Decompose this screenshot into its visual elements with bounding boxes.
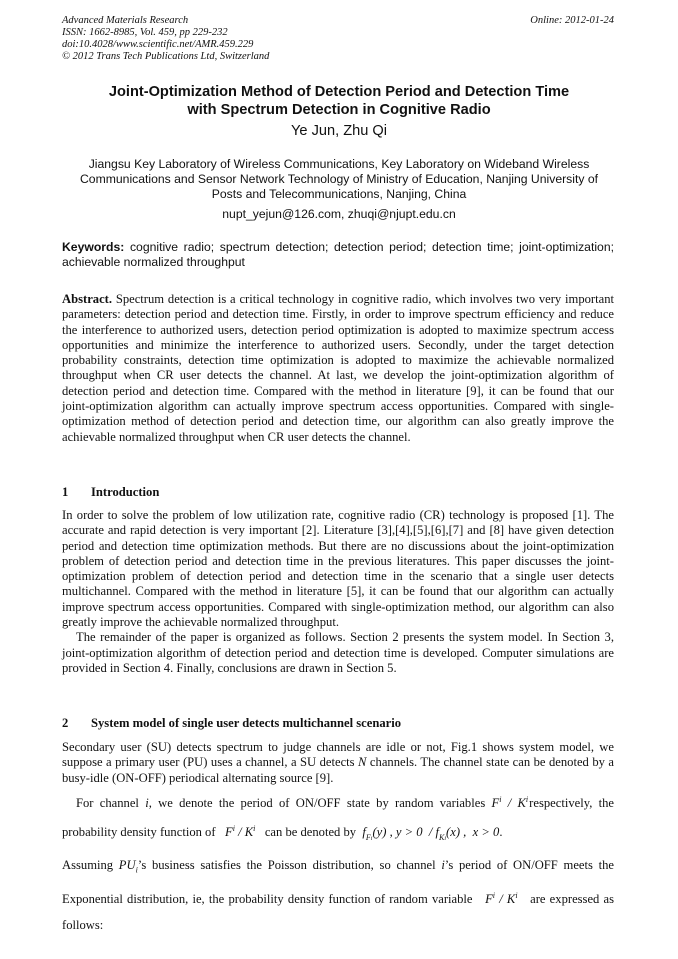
model-p3-text-d: are expressed as follows: (62, 892, 615, 933)
affiliation-line-2: Communications and Sensor Network Technology of Ministry of Education, Nanjing University of (80, 172, 598, 186)
abstract (62, 292, 614, 445)
section-2-heading (62, 716, 401, 731)
eq-F-over-K-2: $F^i / K^i$ (218, 824, 256, 840)
eq-pdf-definition: $f_{Fi}(y)$ , $y > 0 / f_{Ki}(x)$ , x > 0 (359, 825, 500, 842)
model-paragraph-2 (62, 787, 614, 852)
model-p2-text-e: . (499, 825, 503, 840)
section-2-number: 2 (62, 716, 69, 730)
section-1-title: Introduction (91, 485, 160, 499)
keywords (62, 240, 614, 270)
online-date: Online: 2012-01-24 (530, 15, 614, 26)
affiliation-line-3: Posts and Telecommunications, Nanjing, China (211, 187, 467, 201)
model-paragraph-1 (62, 740, 614, 786)
model-paragraph-3 (62, 852, 614, 939)
intro-paragraph-1: In order to solve the problem of low utilization rate, cognitive radio (CR) technology is proposed [1]. The accurate and rapid detection is very important [2]. Literature [3],[4],[5],[6],[7] and [8] have given detection period and detection time optimization methods. But there are no discussions about the joint-optimization problem of detection period and detection time in the previous literatures. This paper discusses the joint-optimization problem of detection period and detection time in the scenario that a single user detects multichannel. Compared with the method in literature [5], it can be found that our algorithm can actually improve spectrum access opportunities. Compared with single-optimization method, our algorithm can also greatly improve the achievable normalized throughput. (62, 508, 614, 630)
keywords-text: cognitive radio; spectrum detection; detection period; detection time; joint-optimization; achievable normalized throughput (62, 240, 614, 269)
model-p1-text-a: Secondary user (SU) detects spectrum to judge channels are idle or not, Fig.1 shows system model, we suppose a primary user (PU) uses a channel, a SU detects (62, 740, 614, 770)
model-p3-text-c: ’s period of ON/OFF meets the Exponential distribution, ie, the probability density function of random variable (62, 857, 614, 907)
var-i: i (145, 796, 149, 811)
section-1-body (62, 508, 614, 676)
var-i-2: i (441, 857, 445, 872)
model-p3-text-a: Assuming (62, 857, 119, 872)
copyright-line: © 2012 Trans Tech Publications Ltd, Switzerland (62, 51, 270, 62)
model-p2-text-b: , we denote the period of ON/OFF state by random variables (148, 796, 492, 811)
section-1-heading (62, 485, 159, 500)
abstract-text: Spectrum detection is a critical technology in cognitive radio, which involves two very important parameters: detection period and detection time. Firstly, in order to improve spectrum efficiency and reduce the interference to authorized users, detection period optimization is adopted to maximize spectrum access opportunities and minimize the interference to authorized users. Secondly, under the target detection probability constraints, detection time optimization is adopted to maximize the achievable normalized throughput when CR user detects the channel. At last, we develop the joint-optimization algorithm of detection period and detection time. Compared with the method in literature [9], it can be found that our joint-optimization algorithm can actually improve spectrum access opportunities. Compared with single-optimization method of detection period and detection time, our algorithm can also greatly improve the achievable normalized throughput when CR user detects the channel. (62, 292, 614, 444)
model-p2-text-d: can be denoted by (261, 825, 360, 840)
journal-name: Advanced Materials Research (62, 15, 189, 26)
issn-line: ISSN: 1662-8985, Vol. 459, pp 229-232 (62, 27, 228, 38)
section-2-title: System model of single user detects multichannel scenario (91, 716, 402, 730)
intro-paragraph-2: The remainder of the paper is organized as follows. Section 2 presents the system model. In Section 3, joint-optimization algorithm of detection period and detection time is developed. Computer simulations are provided in Section 4. Finally, conclusions are drawn in Section 5. (62, 630, 614, 675)
eq-F-over-K: $F^i / K^i$ (491, 794, 529, 811)
author-emails: nupt_yejun@126.com, zhuqi@njupt.edu.cn (222, 207, 456, 221)
doi-line: doi:10.4028/www.scientific.net/AMR.459.229 (62, 39, 254, 50)
affiliation (62, 157, 616, 202)
journal-header (62, 15, 269, 63)
abstract-label: Abstract. (62, 292, 113, 306)
model-p2-text-a: For channel (76, 796, 146, 811)
eq-PU-i: $PU_i$ (118, 857, 138, 875)
paper-title (60, 83, 618, 119)
title-line-2: with Spectrum Detection in Cognitive Radio (187, 102, 491, 118)
eq-F-over-K-3: $F^i / K^i$ (476, 891, 518, 907)
model-p1-text-b: channels. The channel state can be denoted by a busy-idle (ON-OFF) periodical alternating source [9]. (62, 755, 615, 785)
model-p3-text-b: ’s business satisfies the Poisson distribution, so channel (137, 857, 442, 872)
keywords-label: Keywords: (62, 240, 125, 254)
section-2-body (62, 740, 614, 938)
section-1-number: 1 (62, 485, 69, 499)
authors: Ye Jun, Zhu Qi (291, 123, 387, 139)
var-N: N (358, 755, 367, 770)
affiliation-line-1: Jiangsu Key Laboratory of Wireless Communications, Key Laboratory on Wideband Wireless (88, 157, 590, 171)
title-line-1: Joint-Optimization Method of Detection Period and Detection Time (108, 84, 570, 100)
model-p2-text-c: respectively, the probability density function of (62, 796, 614, 840)
